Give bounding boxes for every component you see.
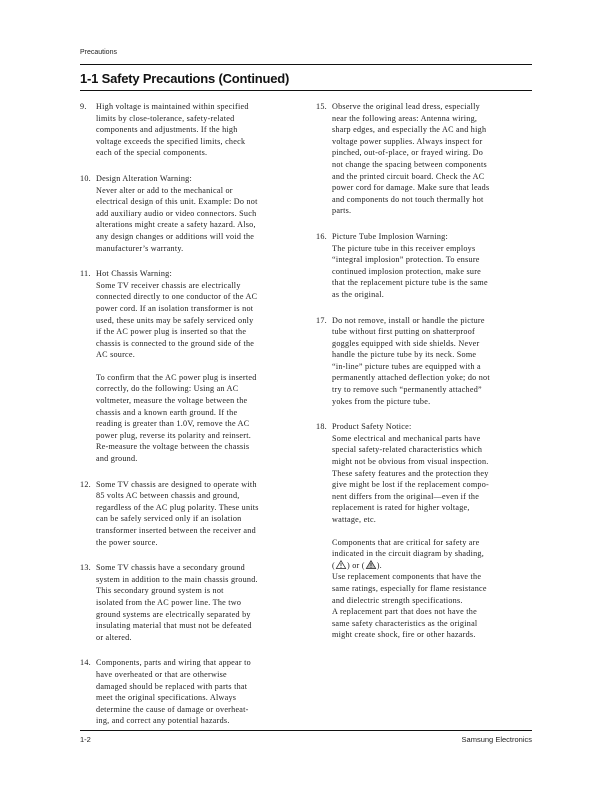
item-text-line: manufacturer’s warranty. <box>96 243 184 253</box>
item-text-line: and components do not touch thermally hot <box>332 194 484 204</box>
item-text-line: Hot Chassis Warning: <box>96 269 172 279</box>
item-text-line: each of the special components. <box>96 148 208 158</box>
precaution-item <box>80 479 295 549</box>
safety-symbol-line <box>332 560 534 572</box>
item-text-line: regardless of the AC plug polarity. These units <box>96 502 259 512</box>
item-text-line: pinched, out-of-place, or frayed wiring. Do <box>332 148 484 158</box>
item-text-line: “in-line” picture tubes are equipped with a <box>332 361 481 371</box>
item-number: 17. <box>316 315 327 325</box>
item-text-line: Design Alteration Warning: <box>96 173 192 183</box>
item-text-line: To confirm that the AC power plug is inserted <box>96 372 257 382</box>
symbol-text: ) or ( <box>346 560 365 570</box>
warning-triangle-icon <box>335 560 347 569</box>
item-text-line: special safety-related characteristics which <box>332 445 483 455</box>
item-text-line: voltage exceeds the specified limits, check <box>96 136 246 146</box>
item-text-line: components and adjustments. If the high <box>96 125 238 135</box>
item-text-line: sharp edges, and especially the AC and high <box>332 125 487 135</box>
item-text-line: give might be lost if the replacement compo- <box>332 480 489 490</box>
item-text-line: parts. <box>332 206 352 216</box>
item-text-line: correctly, do the following: Using an AC <box>96 384 239 394</box>
item-text-line: same ratings, especially for flame resistance <box>332 583 487 593</box>
footer-brand: Samsung Electronics <box>461 735 532 744</box>
item-text-line: and ground. <box>96 454 138 464</box>
item-number: 14. <box>80 658 91 668</box>
item-text-line: This secondary ground system is not <box>96 586 224 596</box>
header-rule <box>80 64 532 65</box>
precaution-item <box>316 101 534 217</box>
item-text-line: nent differs from the original—even if the <box>332 491 480 501</box>
item-text-line: or altered. <box>96 632 132 642</box>
precaution-item <box>80 268 295 465</box>
item-number: 10. <box>80 173 91 183</box>
item-text-line: Some TV chassis have a secondary ground <box>96 563 245 573</box>
item-text-line: if the AC power plug is inserted so that the <box>96 327 247 337</box>
title-rule <box>80 90 532 91</box>
item-text-line: and dielectric strength specifications. <box>332 595 463 605</box>
item-text-line: power plug, reverse its polarity and reinsert. <box>96 430 251 440</box>
item-text-line: reading is greater than 1.0V, remove the AC <box>96 419 250 429</box>
precaution-item <box>80 562 295 643</box>
item-text-line: power cord for damage. Make sure that leads <box>332 183 490 193</box>
item-text-line: system in addition to the main chassis ground. <box>96 574 258 584</box>
item-text-line: Some TV receiver chassis are electrically <box>96 280 241 290</box>
item-text-line: replacement is rated for higher voltage, <box>332 503 470 513</box>
item-text-line: continued implosion protection, make sure <box>332 266 482 276</box>
item-text-line: not change the spacing between components <box>332 159 487 169</box>
item-text-line: Components, parts and wiring that appear to <box>96 658 251 668</box>
item-text-line: power cord. If an isolation transformer is not <box>96 303 254 313</box>
item-text-line: Some TV chassis are designed to operate with <box>96 479 257 489</box>
item-text-line: electrical design of this unit. Example: Do not <box>96 197 258 207</box>
item-number: 18. <box>316 422 327 432</box>
item-text-line: Components that are critical for safety are <box>332 537 480 547</box>
item-text-line: any design changes or additions will void the <box>96 231 255 241</box>
item-text-line: wattage, etc. <box>332 515 377 524</box>
item-text-line: that the replacement picture tube is the same <box>332 278 488 288</box>
item-text-line: Do not remove, install or handle the picture <box>332 315 485 325</box>
item-text-line: isolated from the AC power line. The two <box>96 597 242 607</box>
item-text-line: and the printed circuit board. Check the AC <box>332 171 485 181</box>
precaution-item <box>316 421 534 641</box>
page-title: 1-1 Safety Precautions (Continued) <box>80 71 290 86</box>
item-text-line: limits by close-tolerance, safety-related <box>96 113 235 123</box>
item-text-line: Picture Tube Implosion Warning: <box>332 231 448 241</box>
item-number: 11. <box>80 269 91 279</box>
item-text-line: Observe the original lead dress, especially <box>332 102 480 111</box>
item-text-line: alterations might create a safety hazard. Also, <box>96 220 256 230</box>
item-text-line: connected directly to one conductor of the AC <box>96 292 258 302</box>
precaution-item <box>316 315 534 408</box>
item-text-line: insulating material that must not be defeated <box>96 621 252 631</box>
precaution-item <box>80 173 295 254</box>
item-text-line: AC source. <box>96 350 136 360</box>
symbol-text: ). <box>376 560 382 570</box>
item-text-line: can be safely serviced only if an isolation <box>96 514 242 524</box>
warning-shaded-icon <box>365 560 377 569</box>
item-text-line: These safety features and the protection they <box>332 468 489 478</box>
item-text-line: yokes from the picture tube. <box>332 396 431 406</box>
item-text-line: Use replacement components that have the <box>332 572 482 582</box>
right-column <box>316 101 534 655</box>
item-text-line: High voltage is maintained within specified <box>96 102 249 111</box>
section-label: Precautions <box>80 49 117 56</box>
item-text-line: ground systems are electrically separated by <box>96 609 251 619</box>
item-text-line: as the original. <box>332 289 385 299</box>
page-number: 1-2 <box>80 735 91 744</box>
item-text-line: damaged should be replaced with parts that <box>96 681 248 691</box>
item-number: 12. <box>80 479 91 489</box>
item-text-line: used, these units may be safely serviced only <box>96 315 254 325</box>
item-text-line: have overheated or that are otherwise <box>96 669 227 679</box>
item-text-line: meet the original specifications. Always <box>96 693 237 703</box>
item-text-line: tube without first putting on shatterproof <box>332 327 475 337</box>
precaution-item <box>80 657 295 727</box>
item-text-line: indicated in the circuit diagram by shading, <box>332 549 485 559</box>
item-number: 9. <box>80 102 87 111</box>
item-text-line: permanently attached deflection yoke; do not <box>332 373 490 383</box>
item-text-line: handle the picture tube by its neck. Some <box>332 350 477 360</box>
item-text-line: ing, and correct any potential hazards. <box>96 716 230 726</box>
item-text-line: chassis is connected to the ground side of the <box>96 338 255 348</box>
item-text-line: The picture tube in this receiver employs <box>332 243 476 253</box>
precaution-item <box>316 231 534 301</box>
item-text-line: 85 volts AC between chassis and ground, <box>96 491 240 501</box>
item-text-line: try to remove such “permanently attached” <box>332 385 482 395</box>
item-text-line: “integral implosion” protection. To ensure <box>332 255 480 265</box>
item-number: 13. <box>80 563 91 573</box>
item-text-line: Some electrical and mechanical parts have <box>332 433 481 443</box>
item-text-line: goggles equipped with side shields. Never <box>332 338 480 348</box>
item-text-line: voltage power supplies. Always inspect for <box>332 136 483 146</box>
item-text-line: might create shock, fire or other hazards. <box>332 630 476 640</box>
item-text-line: same safety characteristics as the original <box>332 618 478 628</box>
item-text-line: determine the cause of damage or overheat- <box>96 704 249 714</box>
item-text-line: chassis and a known earth ground. If the <box>96 407 238 417</box>
footer-rule <box>80 730 532 731</box>
item-text-line: A replacement part that does not have the <box>332 607 477 617</box>
item-text-line: add auxiliary audio or video connectors. Such <box>96 208 257 218</box>
item-text-line: Re-measure the voltage between the chassis <box>96 442 250 452</box>
item-text-line: transformer inserted between the receiver and <box>96 526 256 535</box>
left-column <box>80 101 295 741</box>
item-text-line: the power source. <box>96 537 158 547</box>
item-text-line: Product Safety Notice: <box>332 422 412 432</box>
symbol-text: ( <box>332 560 335 570</box>
item-text-line: near the following areas: Antenna wiring, <box>332 113 478 123</box>
item-text-line: Never alter or add to the mechanical or <box>96 185 233 195</box>
item-number: 15. <box>316 102 327 111</box>
item-text-line: might not be obvious from visual inspection. <box>332 457 489 467</box>
item-text-line: voltmeter, measure the voltage between the <box>96 396 248 406</box>
item-number: 16. <box>316 231 327 241</box>
precaution-item <box>80 101 295 159</box>
